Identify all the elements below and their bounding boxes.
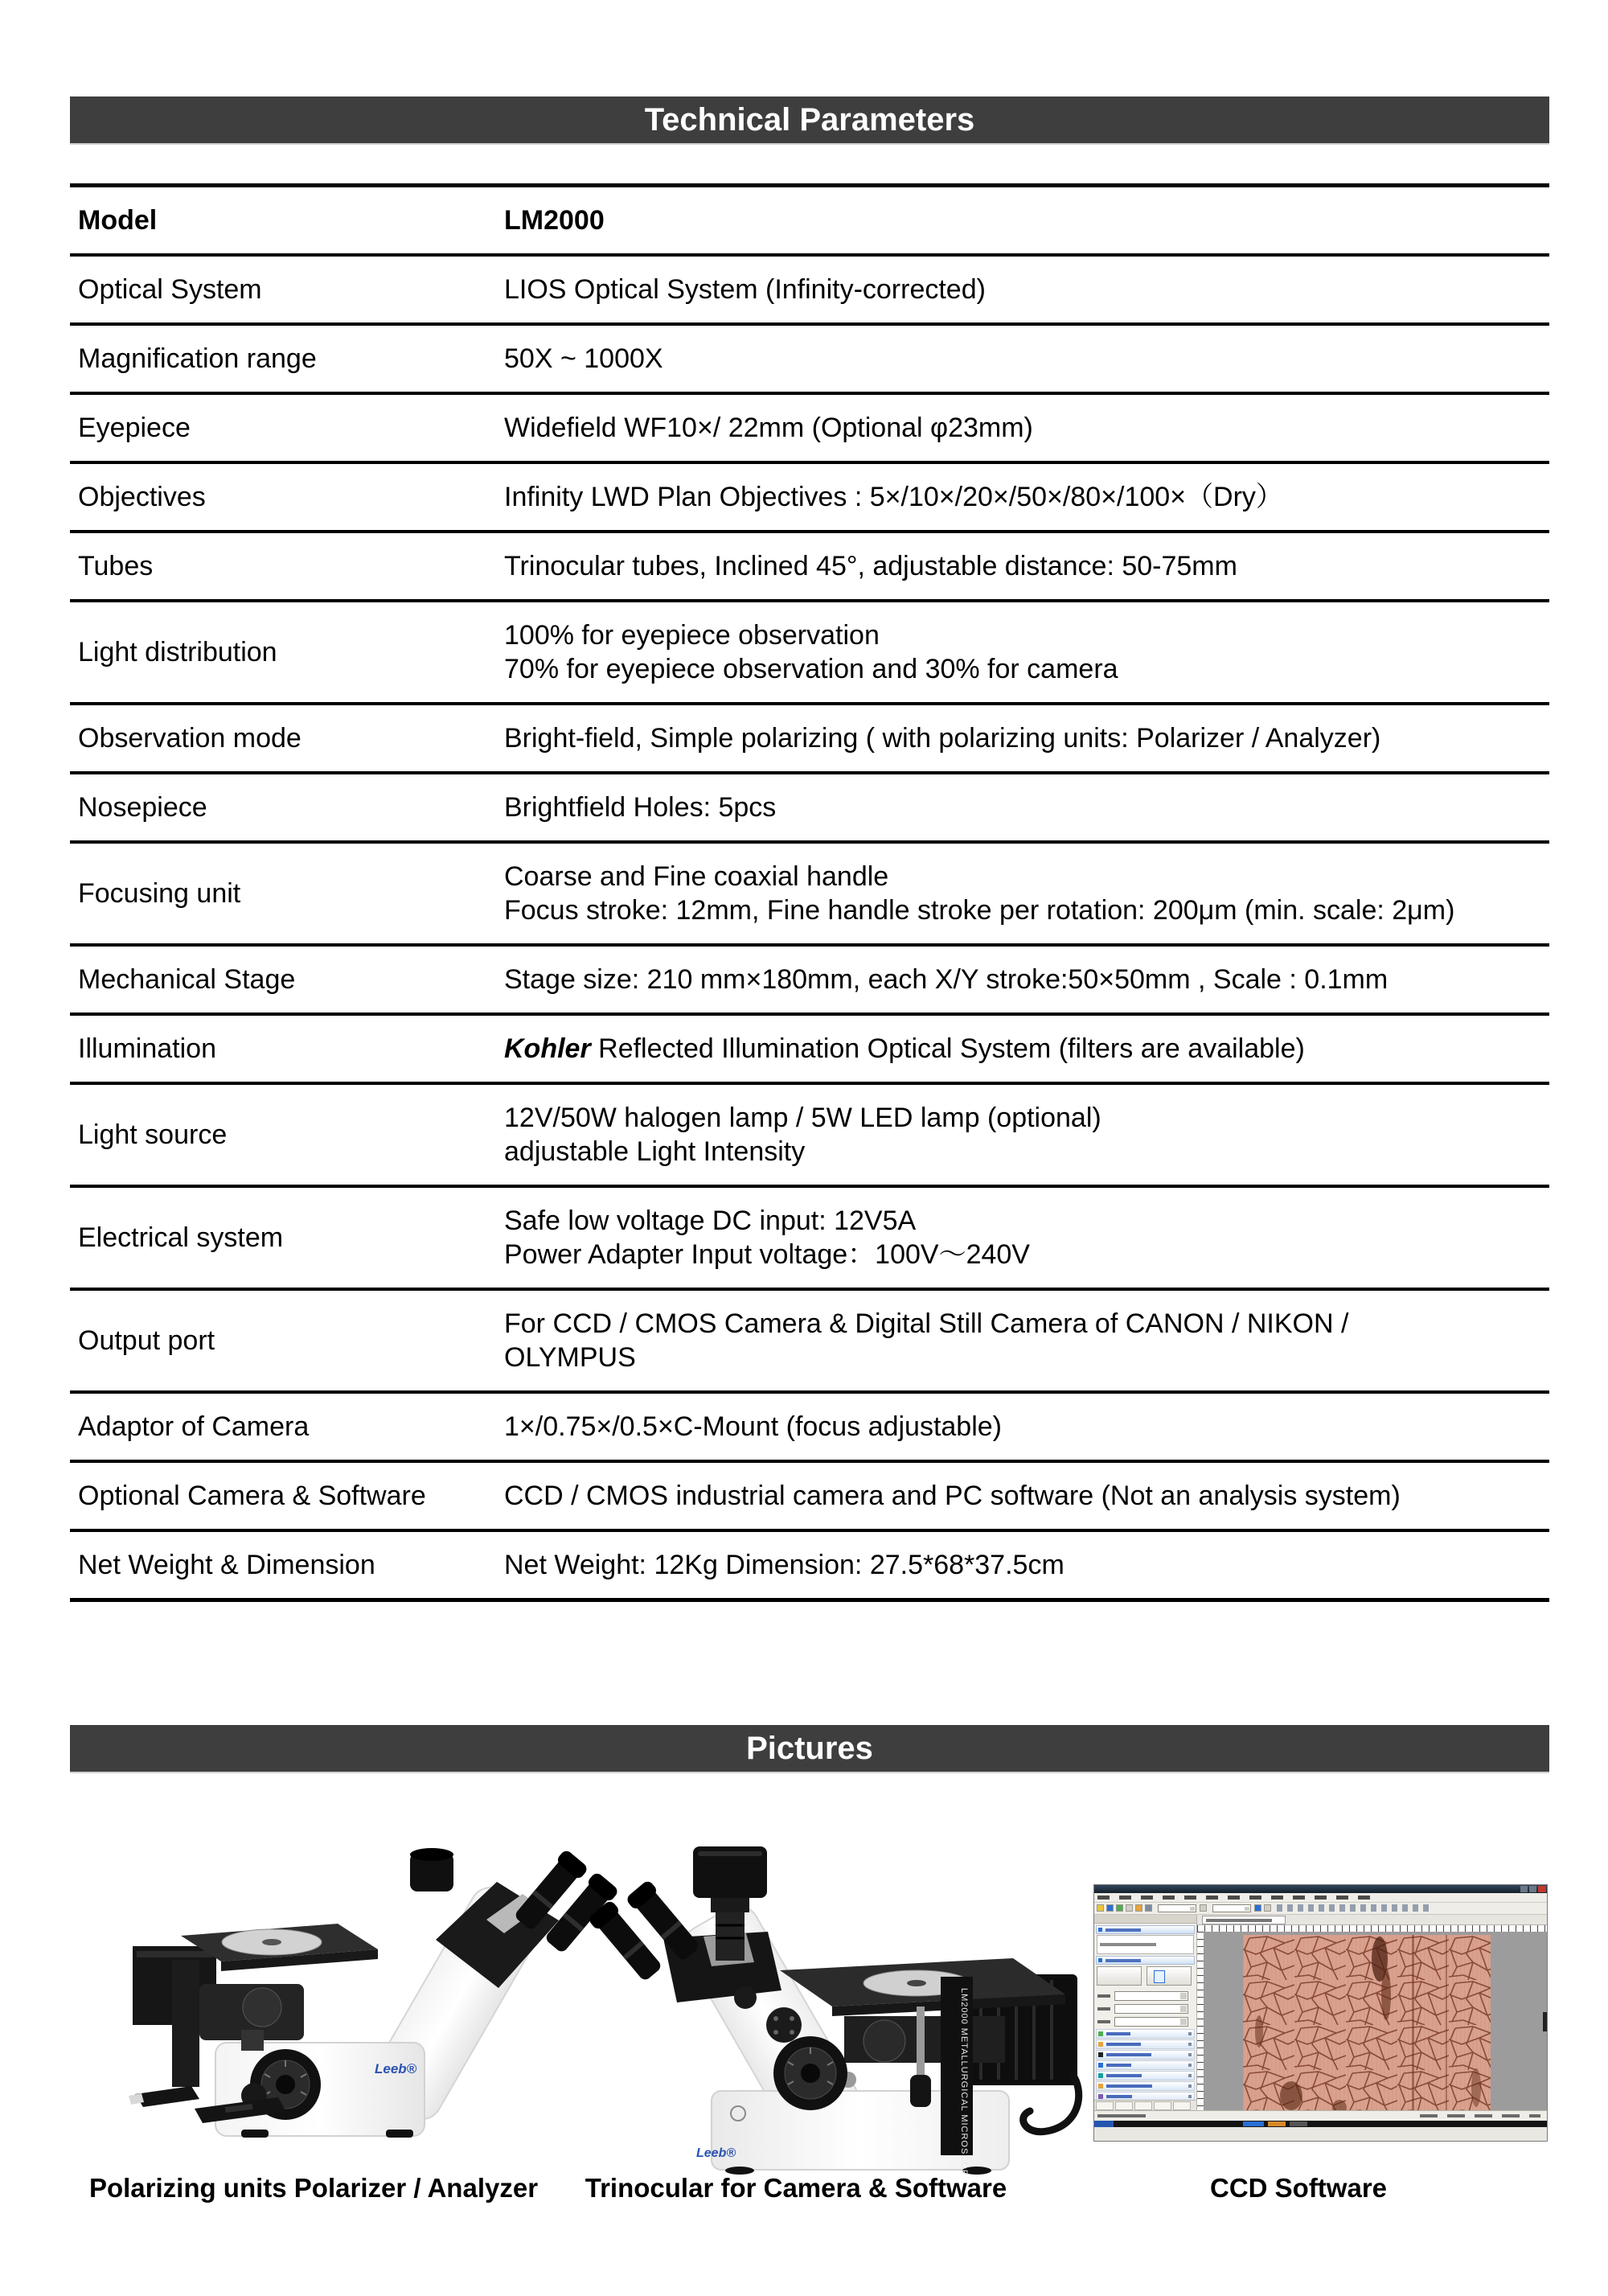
spec-row-label: Tubes <box>78 551 154 581</box>
panel-combobox <box>1114 1991 1188 2001</box>
taskbar-strip <box>1094 2121 1547 2127</box>
spec-table-row <box>70 186 1549 256</box>
tool-icon <box>1098 2031 1103 2036</box>
minimize-icon <box>1520 1886 1528 1892</box>
spec-row-label: Net Weight & Dimension <box>78 1550 375 1580</box>
spec-row-label: Optional Camera & Software <box>78 1481 426 1511</box>
tool-label-dash <box>1106 2043 1141 2046</box>
spec-row-label: Output port <box>78 1325 215 1356</box>
panel-bottom-tabs <box>1094 2100 1196 2110</box>
spec-table-row <box>70 1392 1549 1461</box>
tool-label-dash <box>1106 2053 1151 2056</box>
spec-row-value: 50X ~ 1000X <box>504 343 663 374</box>
spec-row-label: Mechanical Stage <box>78 964 296 995</box>
tool-icon <box>1098 2042 1103 2047</box>
taskbar-item <box>1268 2121 1286 2126</box>
spec-row-value: Bright-field, Simple polarizing ( with polarizing units: Polarizer / Analyzer) <box>504 723 1381 754</box>
spec-table-row <box>70 842 1549 945</box>
spec-row-value: 12V/50W halogen lamp / 5W LED lamp (optional) adjustable Light Intensity <box>504 1103 1101 1167</box>
spec-row-value: Widefield WF10×/ 22mm (Optional φ23mm) <box>504 413 1033 443</box>
spec-table-row <box>70 1083 1549 1186</box>
tool-icon <box>1098 2063 1103 2068</box>
panel-combo-row <box>1097 1990 1194 2002</box>
spec-table-row <box>70 1530 1549 1600</box>
toolbar-icon <box>1145 1904 1152 1912</box>
document-tab <box>1202 1916 1286 1924</box>
spec-table-row <box>70 532 1549 601</box>
model-strip-text: LM2000 METALLURGICAL MICROSCOPE <box>959 1988 969 2175</box>
spec-table-row <box>70 462 1549 532</box>
spec-table <box>70 183 1549 1602</box>
pictures-title: Pictures <box>746 1731 873 1766</box>
panel-section-header <box>1096 1925 1195 1934</box>
toolbar-icon <box>1126 1904 1133 1912</box>
port-screw <box>790 2030 794 2035</box>
power-button <box>731 2106 745 2121</box>
toolbar-icon <box>1116 1904 1123 1912</box>
spec-table-row <box>70 393 1549 462</box>
photo-port-top <box>410 1848 453 1861</box>
document-tab-strip <box>1197 1915 1547 1925</box>
panel-tool-bar <box>1096 2060 1195 2070</box>
panel-list-box <box>1097 1935 1194 1954</box>
objective <box>241 2030 264 2051</box>
port-screw <box>790 2016 794 2021</box>
camera-detail <box>698 1851 762 1856</box>
spec-row-label: Objectives <box>78 482 206 512</box>
port-screw <box>773 2030 778 2035</box>
panel-combobox <box>1114 2017 1188 2027</box>
tool-icon <box>1098 2084 1103 2089</box>
tool-label-dash <box>1106 2064 1131 2067</box>
spec-row-label: Light source <box>78 1119 228 1150</box>
maximize-icon <box>1529 1886 1536 1892</box>
pictures-header-bar <box>70 1725 1549 1773</box>
page-icon <box>1154 1970 1165 1983</box>
spec-table-body <box>70 186 1549 1600</box>
spec-row-value: Coarse and Fine coaxial handle Focus stroke: 12mm, Fine handle stroke per rotation: 200μm (min. scale: 2μm) <box>504 861 1455 926</box>
panel-tool-bar <box>1096 2029 1195 2039</box>
spec-row-value: Trinocular tubes, Inclined 45°, adjustable distance: 50-75mm <box>504 551 1237 581</box>
spec-table-row <box>70 255 1549 324</box>
spec-row-value: Brightfield Holes: 5pcs <box>504 792 777 823</box>
stage-drive-rod <box>917 2006 925 2077</box>
spec-row-value: Net Weight: 12Kg Dimension: 27.5*68*37.5cm <box>504 1550 1064 1580</box>
spec-table-row <box>70 1289 1549 1392</box>
technical-parameters-title: Technical Parameters <box>644 102 975 138</box>
spec-row-label: Model <box>78 205 158 236</box>
spec-row-label: Optical System <box>78 274 262 305</box>
panel-section-header <box>1096 1956 1195 1965</box>
software-menu-bar <box>1094 1893 1547 1903</box>
toolbar-icon <box>1264 1904 1271 1912</box>
spec-table-wrap <box>70 183 1549 1602</box>
microscope-camera-drawing <box>539 1842 1085 2175</box>
software-side-panel <box>1094 1915 1197 2110</box>
spec-row-value: Kohler Reflected Illumination Optical System (filters are available) <box>504 1033 1305 1064</box>
panel-tool-bar <box>1096 2039 1195 2049</box>
chevron-icon <box>1188 2074 1192 2077</box>
tool-label-dash <box>1106 2032 1130 2035</box>
chevron-icon <box>1188 2095 1192 2098</box>
tool-label-dash <box>1106 2095 1132 2098</box>
spec-row-label: Magnification range <box>78 343 317 374</box>
spec-row-value: Safe low voltage DC input: 12V5A Power Adapter Input voltage：100V～240V <box>504 1206 1030 1270</box>
panel-combobox <box>1114 2004 1188 2014</box>
spec-table-row <box>70 601 1549 704</box>
brand-logo: Leeb® <box>375 2061 417 2076</box>
stage-gear <box>863 2020 905 2062</box>
panel-button <box>1097 1966 1142 1986</box>
camera-adapter <box>716 1912 745 1961</box>
panel-tool-bar <box>1096 2071 1195 2080</box>
toolbar-icon <box>1254 1904 1261 1912</box>
spec-row-value: For CCD / CMOS Camera & Digital Still Camera of CANON / NIKON / OLYMPUS <box>504 1308 1349 1373</box>
turret <box>243 1988 281 2027</box>
tool-icon <box>1098 2073 1103 2078</box>
tool-label-dash <box>1106 2074 1142 2077</box>
spec-table-row <box>70 773 1549 842</box>
tool-icon <box>1098 2094 1103 2099</box>
ccd-software-screenshot <box>1093 1884 1548 2142</box>
spec-row-label: Electrical system <box>78 1222 284 1253</box>
taskbar-item <box>1243 2121 1264 2126</box>
stand-pillar <box>172 1960 199 2087</box>
panel-tool-bar <box>1096 2050 1195 2060</box>
image-canvas <box>1204 1932 1547 2110</box>
tool-icon <box>1098 2052 1103 2057</box>
spec-row-label: Light distribution <box>78 637 277 667</box>
chevron-icon <box>1188 2053 1192 2056</box>
chevron-icon <box>1188 2084 1192 2088</box>
microscope-camera-image <box>539 1842 1085 2175</box>
reflector-slot <box>137 1951 212 1957</box>
toolbar-icon <box>1200 1904 1207 1912</box>
caption-trinocular: Trinocular for Camera & Software <box>585 2173 1007 2203</box>
drawing-tool-icons <box>1277 1904 1430 1912</box>
spec-row-label: Adaptor of Camera <box>78 1411 310 1442</box>
spec-table-row <box>70 1014 1549 1083</box>
software-body <box>1094 1915 1547 2110</box>
chevron-icon <box>1188 2043 1192 2046</box>
software-canvas-area <box>1197 1915 1547 2110</box>
toolbar-combobox <box>1158 1904 1196 1912</box>
brand-logo: Leeb® <box>696 2146 736 2160</box>
tool-label-dash <box>1106 2084 1152 2088</box>
spec-row-label: Observation mode <box>78 723 302 754</box>
panel-header <box>1094 1915 1196 1924</box>
spec-row-value: Infinity LWD Plan Objectives : 5×/10×/20×/50×/80×/100×（Dry） <box>504 482 1283 512</box>
caption-polarizing-units: Polarizing units Polarizer / Analyzer <box>88 2173 539 2203</box>
software-title-bar <box>1094 1885 1547 1893</box>
polarizer-slider <box>135 2086 199 2107</box>
spec-table-row <box>70 945 1549 1014</box>
software-toolbar <box>1094 1903 1547 1915</box>
caption-ccd-software: CCD Software <box>1209 2173 1388 2203</box>
panel-tool-bar <box>1096 2081 1195 2091</box>
spec-row-value: 1×/0.75×/0.5×C-Mount (focus adjustable) <box>504 1411 1002 1442</box>
spec-table-row <box>70 1186 1549 1289</box>
spec-row-value: CCD / CMOS industrial camera and PC software (Not an analysis system) <box>504 1481 1401 1511</box>
micrograph <box>1243 1935 1491 2110</box>
panel-combo-row <box>1097 2003 1194 2015</box>
chevron-icon <box>1188 2032 1192 2035</box>
port-screw <box>773 2016 778 2021</box>
scrollbar-thumb <box>1543 2012 1547 2031</box>
knob-cap <box>276 2075 295 2094</box>
spec-row-label: Eyepiece <box>78 413 191 443</box>
knob-cap <box>801 2064 820 2083</box>
spec-row-label: Nosepiece <box>78 792 207 823</box>
close-icon <box>1538 1886 1546 1892</box>
stage-hole <box>907 1980 926 1986</box>
spec-table-row <box>70 1461 1549 1530</box>
spec-table-row <box>70 704 1549 773</box>
toolbar-icon <box>1097 1904 1104 1912</box>
taskbar-item <box>1290 2121 1307 2126</box>
foot <box>386 2130 413 2138</box>
panel-button <box>1147 1966 1192 1986</box>
start-button-icon <box>1094 2121 1114 2127</box>
spec-row-label: Illumination <box>78 1033 216 1064</box>
foot <box>241 2130 269 2138</box>
stage-hole <box>262 1939 281 1945</box>
metallographic-image <box>1243 1935 1491 2110</box>
toolbar-icon <box>1135 1904 1142 1912</box>
spec-row-value: LIOS Optical System (Infinity-corrected) <box>504 274 986 305</box>
tube-lock-knob <box>734 1986 757 2009</box>
software-status-bar <box>1094 2110 1547 2121</box>
toolbar-combobox <box>1212 1904 1251 1912</box>
camera-mount <box>711 1898 749 1912</box>
panel-combo-row <box>1097 2016 1194 2028</box>
toolbar-icon <box>1106 1904 1114 1912</box>
spec-row-value: Stage size: 210 mm×180mm, each X/Y stroke:50×50mm , Scale : 0.1mm <box>504 964 1389 995</box>
spec-row-value: 100% for eyepiece observation 70% for eyepiece observation and 30% for camera <box>504 620 1118 684</box>
spec-row-label: Focusing unit <box>78 878 241 909</box>
panel-tool-sections <box>1094 2029 1196 2110</box>
vertical-ruler <box>1197 1932 1204 2110</box>
spec-row-value: LM2000 <box>504 205 605 236</box>
technical-parameters-header-bar <box>70 97 1549 145</box>
chevron-icon <box>1188 2064 1192 2067</box>
stage-drive-knob <box>910 2075 931 2107</box>
panel-buttons <box>1097 1966 1194 1989</box>
centering-port <box>766 2007 802 2043</box>
spec-table-row <box>70 324 1549 393</box>
